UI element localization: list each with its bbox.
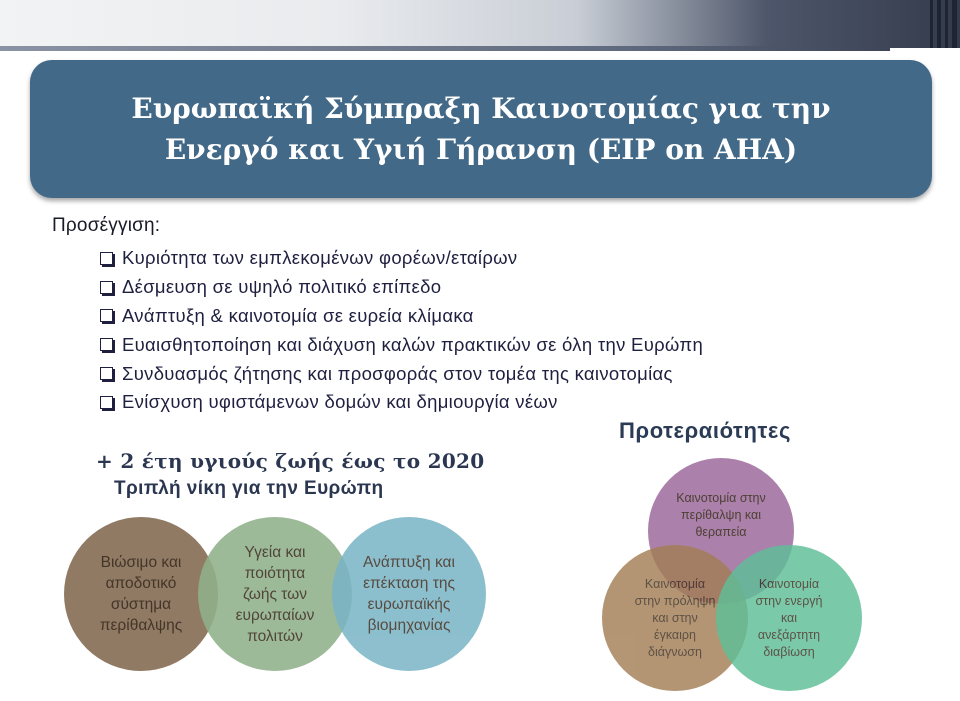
approach-item — [100, 244, 703, 273]
checkbox-bullet-icon — [100, 252, 113, 265]
goal-circle-label: Υγεία και ποιότητα ζωής των ευρωπαίων πολιτών — [235, 543, 315, 645]
top-decor-line — [0, 46, 890, 51]
goal-circle-health-quality — [198, 517, 352, 671]
top-decor-stripe — [930, 0, 933, 48]
approach-item-text: Κυριότητα των εμπλεκομένων φορέων/εταίρων — [122, 247, 518, 269]
priority-circle-label: Καινοτομία στην ενεργή και ανεξάρτητη διαβίωση — [755, 576, 823, 659]
priority-circle-label: Καινοτομία στην περίθαλψη και θεραπεία — [676, 491, 766, 539]
approach-label: Προσέγγιση: — [52, 215, 161, 236]
approach-item-text: Συνδυασμός ζήτησης και προσφοράς στον τομέα της καινοτομίας — [122, 362, 673, 384]
approach-item-text: Ευαισθητοποίηση και διάχυση καλών πρακτικών σε όλη την Ευρώπη — [122, 333, 704, 355]
top-decor-stripe — [952, 0, 957, 48]
approach-item-text: Δέσμευση σε υψηλό πολιτικό επίπεδο — [122, 276, 442, 298]
priorities-title: Προτεραιότητες — [619, 418, 792, 443]
top-decor-stripe — [937, 0, 941, 48]
approach-item — [100, 302, 703, 331]
priority-circle-label: Καινοτομία στην πρόληψη και στην έγκαιρη διάγνωση — [634, 576, 716, 659]
checkbox-bullet-icon — [100, 338, 113, 351]
top-decor-bar — [0, 0, 960, 48]
priority-circle-independent-living — [716, 545, 862, 691]
checkbox-bullet-icon — [100, 367, 113, 380]
approach-item — [100, 388, 703, 417]
goal-circle-industry-growth — [332, 517, 486, 671]
approach-list — [100, 244, 703, 417]
goal-circle-care-system — [64, 517, 218, 671]
checkbox-bullet-icon — [100, 396, 113, 409]
approach-item — [100, 273, 703, 302]
approach-item — [100, 330, 703, 359]
approach-item-text: Ενίσχυση υφιστάμενων δομών και δημιουργία νέων — [122, 391, 558, 413]
title-banner — [30, 60, 932, 198]
top-decor-stripe — [945, 0, 948, 48]
healthy-years-goal: + 2 έτη υγιούς ζωής έως το 2020 — [96, 449, 485, 473]
slide-title-line-1: Ευρωπαϊκή Σύμπραξη Καινοτομίας για την — [131, 92, 831, 125]
goal-circle-label: Βιώσιμο και αποδοτικό σύστημα περίθαλψης — [99, 554, 183, 634]
approach-item — [100, 359, 703, 388]
slide-title-line-2: Ενεργό και Υγιή Γήρανση (EIP on AHA) — [164, 133, 798, 166]
checkbox-bullet-icon — [100, 281, 113, 294]
approach-item-text: Ανάπτυξη & καινοτομία σε ευρεία κλίμακα — [122, 304, 474, 326]
goal-circle-label: Ανάπτυξη και επέκταση της ευρωπαϊκής βιομηχανίας — [363, 554, 455, 634]
checkbox-bullet-icon — [100, 309, 113, 322]
triple-win-text: Τριπλή νίκη για την Ευρώπη — [114, 478, 384, 499]
